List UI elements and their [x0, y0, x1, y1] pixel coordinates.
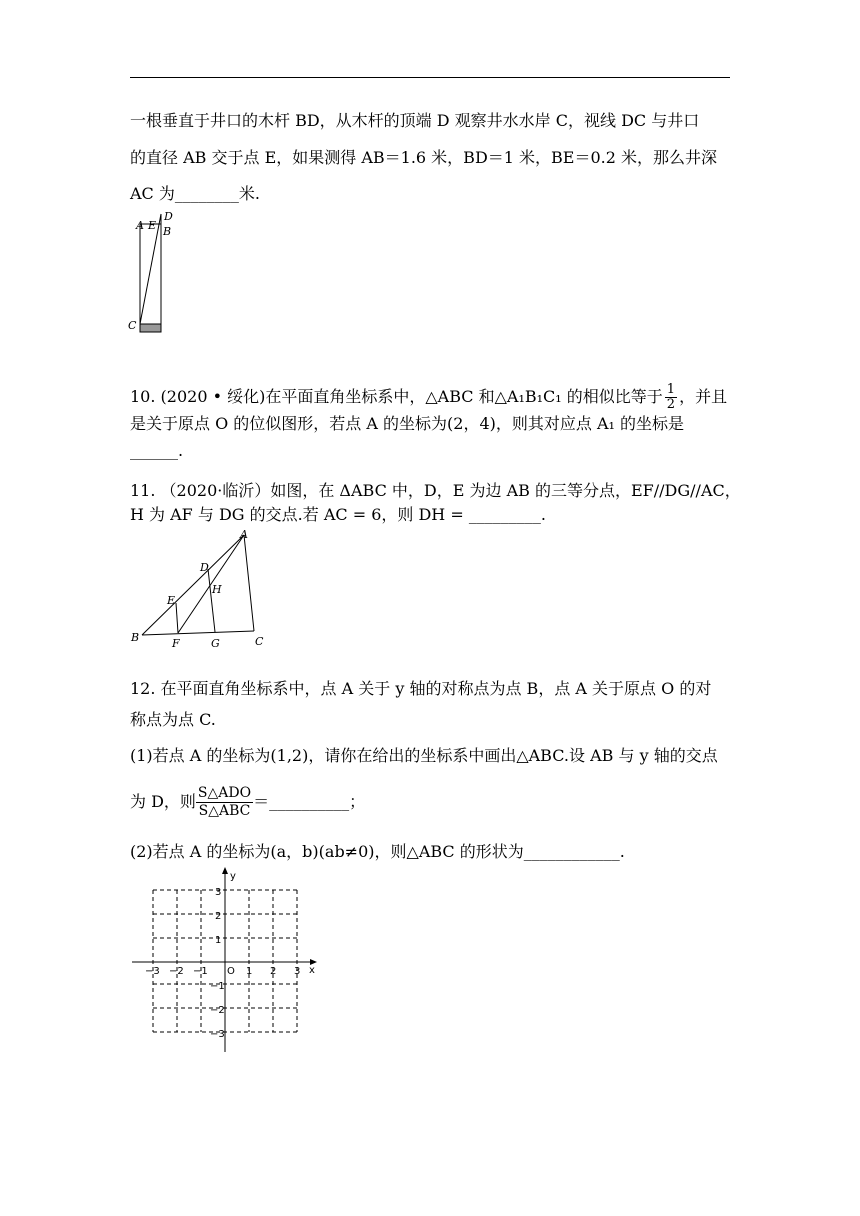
y-tick: −1	[210, 981, 225, 992]
q9-line-1: 一根垂直于井口的木杆 BD，从木杆的顶端 D 观察井水水岸 C，视线 DC 与井口	[130, 111, 700, 130]
well-label-b: B	[163, 225, 172, 238]
q12-line-2: 称点为点 C.	[130, 710, 216, 729]
triangle-figure	[128, 528, 268, 650]
x-tick: −2	[169, 966, 184, 977]
x-axis-label: x	[309, 965, 315, 976]
q11-line-2: H 为 AF 与 DG 的交点.若 AC = 6，则 DH = _________.	[130, 505, 546, 524]
tri-label-e: E	[167, 594, 176, 607]
q9-line-3: AC 为________米.	[130, 184, 260, 203]
q9-line-2: 的直径 AB 交于点 E，如果测得 AB＝1.6 米，BD＝1 米，BE＝0.2 米，那么井深	[130, 148, 718, 167]
x-tick: −1	[193, 966, 208, 977]
q12-line-5: (2)若点 A 的坐标为(a，b)(ab≠0)，则△ABC 的形状为____________.	[130, 842, 625, 861]
q10-line-2: 是关于原点 O 的位似图形，若点 A 的坐标为(2，4)，则其对应点 A₁ 的坐标是	[130, 414, 685, 433]
q10-fraction	[665, 383, 677, 412]
q12-line-4	[130, 782, 365, 822]
x-tick: 1	[246, 966, 253, 977]
q10-line-1	[130, 383, 727, 412]
tri-label-b: B	[131, 631, 140, 644]
well-label-a: A	[136, 219, 144, 232]
coordinate-grid	[128, 866, 323, 1056]
well-label-d: D	[164, 210, 173, 223]
q12-line-3: (1)若点 A 的坐标为(1,2)，请你在给出的坐标系中画出△ABC.设 AB 与 y 轴的交点	[130, 746, 718, 765]
q12-text-b: ＝__________；	[253, 792, 366, 811]
y-tick: 3	[215, 887, 222, 898]
y-axis-label: y	[230, 871, 236, 882]
y-axis-arrow-icon	[222, 867, 228, 874]
q12-frac-den: S△ABC	[198, 803, 251, 819]
origin-label: O	[227, 966, 235, 977]
q10-frac-num: 1	[666, 382, 676, 397]
x-tick: 2	[270, 966, 277, 977]
tri-label-c: C	[255, 635, 264, 648]
q10-frac-den: 2	[666, 397, 676, 412]
q12-line-1: 12. 在平面直角坐标系中，点 A 关于 y 轴的对称点为点 B，点 A 关于原点 O 的对	[130, 679, 712, 698]
tri-label-d: D	[200, 561, 209, 574]
q12-fraction	[196, 785, 253, 820]
y-tick: 2	[215, 911, 222, 922]
tri-label-g: G	[211, 637, 220, 650]
q10-text-b: ，并且	[679, 387, 728, 406]
y-tick: 1	[215, 935, 222, 946]
well-label-e: E	[148, 219, 157, 232]
tri-label-a: A	[240, 528, 248, 541]
q11-line-1: 11. （2020·临沂）如图，在 ΔABC 中，D，E 为边 AB 的三等分点，EF//DG//AC，	[130, 481, 741, 500]
y-tick: −3	[210, 1029, 225, 1040]
well-label-c: C	[128, 319, 137, 332]
q12-frac-num: S△ADO	[197, 785, 252, 801]
x-tick: 3	[294, 966, 301, 977]
tri-label-h: H	[212, 583, 222, 596]
x-tick: −3	[145, 966, 160, 977]
well-figure	[128, 208, 178, 338]
y-tick: −2	[210, 1005, 225, 1016]
q12-text-a: 为 D，则	[130, 792, 196, 811]
q10-text-a: 10. (2020 • 绥化)在平面直角坐标系中，△ABC 和△A₁B₁C₁ 的相似比等于	[130, 387, 663, 406]
q10-line-3: ______.	[130, 441, 184, 460]
tri-label-f: F	[172, 637, 180, 650]
header-rule	[130, 77, 730, 78]
